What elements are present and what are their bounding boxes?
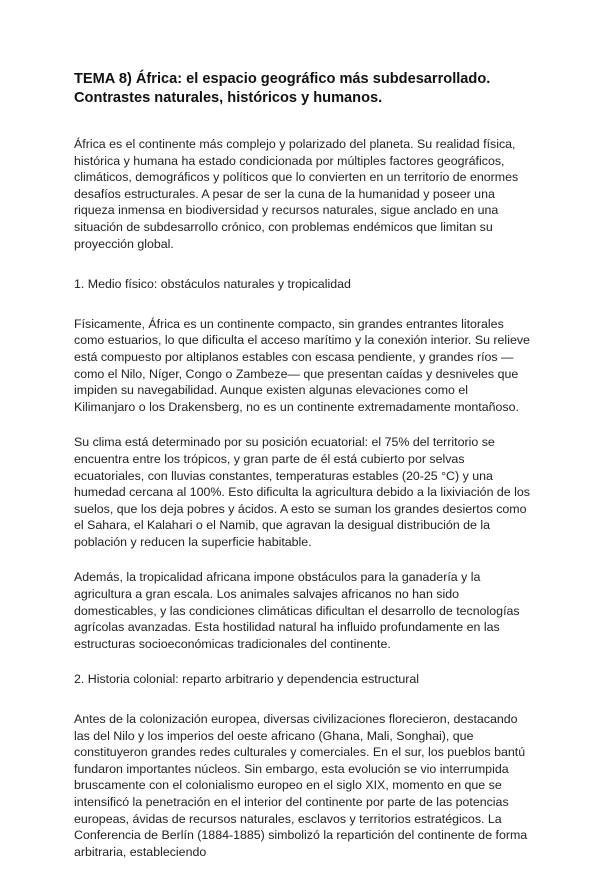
section-2-paragraph-1: Antes de la colonización europea, diversas civilizaciones florecieron, destacando las del Nilo y los imperios del oeste africano (Ghana, Mali, Songhai), que constituyeron grandes redes culturales y comerciales. En el sur, los pueblos bantú fundaron importantes núcleos. Sin embargo, esta evolución se vio interrumpida bruscamente con el colonialismo europeo en el siglo XIX, momento en que se intensificó la penetración en el interior del continente por parte de las potencias europeas, ávidas de recursos naturales, esclavos y territorios estratégicos. La Conferencia de Berlín (1884-1885) simbolizó la repartición del continente de forma arbitraria, estableciendo	[74, 712, 528, 859]
section-heading-2: 2. Historia colonial: reparto arbitrario y dependencia estructural	[74, 672, 420, 687]
section-1-paragraph-2: Su clima está determinado por su posición ecuatorial: el 75% del territorio se encuentra entre los trópicos, y gran parte de él está cubierto por selvas ecuatoriales, con lluvias constantes, temperaturas estables (20-25 °C) y una humedad cercana al 100%. Esto dificulta la agricultura debido a la lixiviación de los suelos, que los deja pobres y ácidos. A esto se suman los grandes desiertos como el Sahara, el Kalahari o el Namib, que agravan la desigual distribución de la población y reducen la superficie habitable.	[74, 435, 530, 549]
document-title: TEMA 8) África: el espacio geográfico más subdesarrollado. Contrastes naturales, históricos y humanos.	[74, 71, 491, 106]
section-1-paragraph-3: Además, la tropicalidad africana impone obstáculos para la ganadería y la agricultura a gran escala. Los animales salvajes africanos no han sido domesticables, y las condiciones climáticas dificultan el desarrollo de tecnologías agrícolas avanzadas. Esta hostilidad natural ha influido profundamente en las estructuras socioeconómicas tradicionales del continente.	[74, 570, 520, 651]
section-1-paragraph-1: Físicamente, África es un continente compacto, sin grandes entrantes litorales como estuarios, lo que dificulta el acceso marítimo y la conexión interior. Su relieve está compuesto por altiplanos estables con escasa pendiente, y grandes ríos —como el Nilo, Níger, Congo o Zambeze— que presentan caídas y desniveles que impiden su navegabilidad. Aunque existen algunas elevaciones como el Kilimanjaro o los Drakensberg, no es un continente extremadamente montañoso.	[74, 316, 530, 414]
intro-paragraph: África es el continente más complejo y polarizado del planeta. Su realidad física, histórica y humana ha estado condicionada por múltiples factores geográficos, climáticos, demográficos y políticos que lo convierten en un territorio de enormes desafíos estructurales. A pesar de ser la cuna de la humanidad y poseer una riqueza inmensa en biodiversidad y recursos naturales, sigue anclado en una situación de subdesarrollo crónico, con problemas endémicos que limitan su proyección global.	[74, 137, 519, 251]
section-heading-1: 1. Medio físico: obstáculos naturales y tropicalidad	[74, 277, 351, 292]
document-page	[74, 70, 530, 879]
